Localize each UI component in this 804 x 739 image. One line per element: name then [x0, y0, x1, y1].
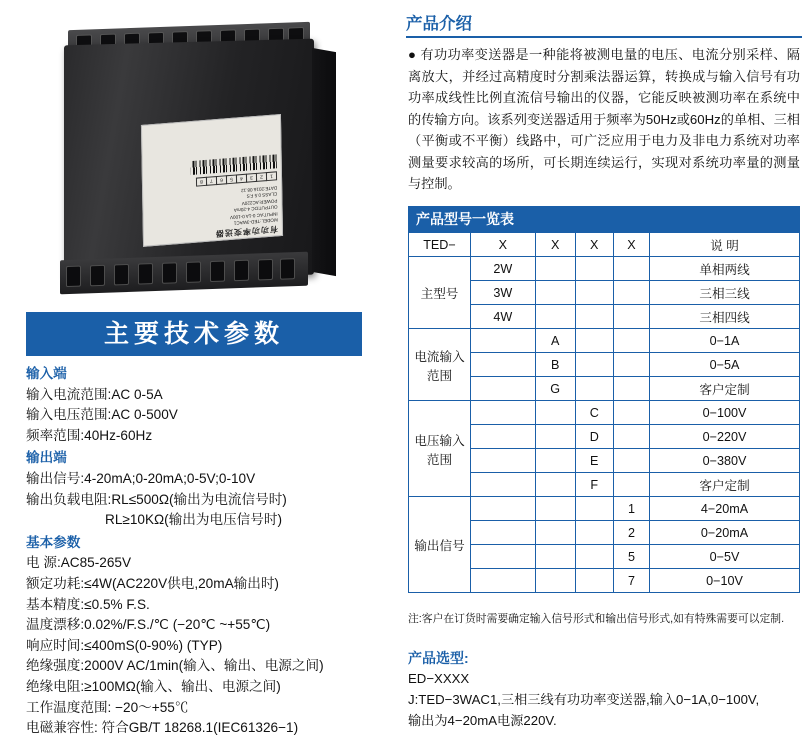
- table-row: [409, 257, 800, 281]
- spec-row: 温度漂移:0.02%/F.S./℃ (−20℃ ~+55℃): [26, 617, 271, 633]
- device-label-brand: 有功功率变送器: [214, 224, 279, 239]
- cell-desc: 4−20mA: [650, 497, 800, 521]
- spec-row: 基本精度:≤0.5% F.S.: [26, 596, 150, 612]
- cell-empty: [613, 401, 649, 425]
- cell-desc: 三相四线: [650, 305, 800, 329]
- model-table: [408, 232, 800, 593]
- cell-code: C: [575, 401, 613, 425]
- cell-empty: [471, 449, 536, 473]
- cell-empty: [575, 497, 613, 521]
- options-line-2: J:TED−3WAC1,三相三线有功功率变送器,输入0−1A,0−100V,: [408, 692, 760, 707]
- cell-code: 5: [613, 545, 649, 569]
- table-header-row: [409, 233, 800, 257]
- cell-empty: [471, 545, 536, 569]
- cell-empty: [535, 497, 575, 521]
- device-label-line-1: INPUT:AC 0-1A 0-100V: [229, 211, 278, 220]
- cell-code: 3W: [471, 281, 536, 305]
- spec-row: 绝缘强度:2000V AC/1min(输入、输出、电源之间): [26, 658, 324, 674]
- cell-empty: [535, 401, 575, 425]
- cell-code: 2W: [471, 257, 536, 281]
- tech-specs-body: [26, 362, 388, 739]
- cell-empty: [575, 521, 613, 545]
- cell-empty: [575, 569, 613, 593]
- cell-empty: [471, 473, 536, 497]
- cell-empty: [471, 401, 536, 425]
- pin-cell: 3: [246, 173, 257, 183]
- spec-row: 电磁兼容性: 符合GB/T 18268.1(IEC61326−1): [26, 720, 299, 736]
- cell-desc: 0−10V: [650, 569, 800, 593]
- cell-empty: [535, 473, 575, 497]
- row-group-output-signal: 输出信号: [409, 497, 471, 593]
- pin-cell: 7: [206, 177, 217, 187]
- cell-empty: [575, 305, 613, 329]
- cell-desc: 0−1A: [650, 329, 800, 353]
- cell-empty: [535, 545, 575, 569]
- cell-desc: 0−5V: [650, 545, 800, 569]
- pin-cell: 2: [256, 173, 267, 183]
- th-col3: X: [575, 233, 613, 257]
- cell-code: 7: [613, 569, 649, 593]
- spec-row: 电 源:AC85-265V: [26, 555, 132, 571]
- spec-row: RL≥10KΩ(输出为电压信号时): [105, 512, 282, 528]
- cell-empty: [471, 425, 536, 449]
- options-line-1: ED−XXXX: [408, 671, 470, 686]
- cell-desc: 单相两线: [650, 257, 800, 281]
- cell-empty: [613, 281, 649, 305]
- cell-code: B: [535, 353, 575, 377]
- cell-empty: [575, 545, 613, 569]
- spec-row: 绝缘电阻:≥100MΩ(输入、输出、电源之间): [26, 678, 281, 694]
- cell-empty: [575, 377, 613, 401]
- cell-code: 2: [613, 521, 649, 545]
- cell-empty: [535, 257, 575, 281]
- cell-code: D: [575, 425, 613, 449]
- model-table-title: 产品型号一览表: [408, 206, 800, 232]
- right-column: [398, 0, 804, 738]
- cell-code: 4W: [471, 305, 536, 329]
- device-label-plate: [141, 114, 283, 247]
- cell-empty: [613, 473, 649, 497]
- spec-row: 输出负载电阻:RL≤500Ω(输出为电流信号时): [26, 491, 287, 507]
- cell-desc: 0−5A: [650, 353, 800, 377]
- cell-desc: 三相三线: [650, 281, 800, 305]
- cell-empty: [471, 521, 536, 545]
- cell-code: G: [535, 377, 575, 401]
- th-col2: X: [535, 233, 575, 257]
- spec-group-output-title: 输出端: [26, 450, 67, 466]
- cell-code: 1: [613, 497, 649, 521]
- cell-empty: [613, 257, 649, 281]
- table-row: [409, 401, 800, 425]
- cell-code: A: [535, 329, 575, 353]
- intro-divider: [406, 36, 802, 38]
- model-table-note: 注:客户在订货时需要确定输入信号形式和输出信号形式,如有特殊需要可以定制.: [408, 613, 785, 625]
- row-group-voltage-input-range: 电压输入范围: [409, 401, 471, 497]
- pin-cell: 1: [266, 172, 277, 182]
- th-col4: X: [613, 233, 649, 257]
- cell-empty: [613, 353, 649, 377]
- table-row: [409, 329, 800, 353]
- pin-cell: 5: [226, 175, 237, 185]
- spec-row: 频率范围:40Hz-60Hz: [26, 427, 153, 443]
- spec-row: 输入电流范围:AC 0-5A: [26, 386, 163, 402]
- product-photo: [26, 8, 356, 308]
- table-row: [409, 497, 800, 521]
- cell-empty: [471, 497, 536, 521]
- cell-empty: [613, 305, 649, 329]
- row-group-current-input-range: 电流输入范围: [409, 329, 471, 401]
- cell-empty: [471, 329, 536, 353]
- cell-empty: [535, 569, 575, 593]
- options-body: [408, 668, 800, 731]
- cell-empty: [575, 281, 613, 305]
- th-col1: X: [471, 233, 536, 257]
- cell-empty: [471, 569, 536, 593]
- row-group-main-model: 主型号: [409, 257, 471, 329]
- cell-empty: [471, 377, 536, 401]
- options-title: 产品选型:: [408, 650, 469, 666]
- spec-group-input-title: 输入端: [26, 366, 67, 381]
- tech-specs-title: 主要技术参数: [26, 312, 362, 356]
- cell-desc: 0−20mA: [650, 521, 800, 545]
- cell-empty: [535, 425, 575, 449]
- device-label-line-5: DATE:2016.08.12: [240, 185, 278, 194]
- device-label-line-3: POWER:AC220V: [241, 198, 278, 207]
- cell-empty: [613, 425, 649, 449]
- left-column: [0, 0, 390, 738]
- cell-empty: [535, 449, 575, 473]
- intro-paragraph: ● 有功功率变送器是一种能将被测电量的电压、电流分别采样、隔离放大，并经过高精度时分割乘法器运算，转换成与输入信号有功功率成线性比例直流信号输出的仪器，它能反映被测功率在系统中的传输方向。该系列变送器适用于频率为50Hz或60Hz的单相、三相（平衡或不平衡）线路中，可广泛应用于电力及非电力系统对功率测量要求较高的场所，可长期连续运行，实现对系统功率量的测量与控制。: [408, 47, 800, 191]
- cell-empty: [535, 281, 575, 305]
- device-label-text: [146, 119, 280, 243]
- device-body: [64, 39, 314, 282]
- options-line-3: 输出为4−20mA电源220V.: [408, 713, 557, 728]
- cell-desc: 0−100V: [650, 401, 800, 425]
- cell-empty: [575, 353, 613, 377]
- th-prefix: TED−: [409, 233, 471, 257]
- pin-cell: 8: [196, 177, 207, 187]
- pin-cell: 6: [216, 176, 227, 186]
- cell-empty: [575, 329, 613, 353]
- th-desc: 说 明: [650, 233, 800, 257]
- spec-row: 工作温度范围: −20～+55℃: [26, 699, 189, 715]
- cell-code: F: [575, 473, 613, 497]
- spec-row: 输入电压范围:AC 0-500V: [26, 407, 178, 423]
- cell-empty: [613, 329, 649, 353]
- pin-cell: 4: [236, 174, 247, 184]
- device-label-line-0: MODEL:TED-3WAC1: [233, 217, 278, 227]
- cell-code: E: [575, 449, 613, 473]
- cell-empty: [575, 257, 613, 281]
- cell-empty: [613, 449, 649, 473]
- device-side-face: [312, 48, 336, 276]
- spec-group-basic-title: 基本参数: [26, 534, 81, 550]
- cell-desc: 0−220V: [650, 425, 800, 449]
- cell-empty: [535, 521, 575, 545]
- cell-desc: 客户定制: [650, 377, 800, 401]
- cell-desc: 客户定制: [650, 473, 800, 497]
- cell-desc: 0−380V: [650, 449, 800, 473]
- device-label-line-4: CLASS 0.5 F.S: [246, 191, 278, 200]
- intro-section-title: 产品介绍: [406, 15, 472, 33]
- cell-empty: [613, 377, 649, 401]
- cell-empty: [471, 353, 536, 377]
- spec-row: 额定功耗:≤4W(AC220V供电,20mA输出时): [26, 575, 279, 591]
- device-label-line-2: OUTPUT:DC 4-20mA: [233, 204, 278, 214]
- cell-empty: [535, 305, 575, 329]
- spec-row: 响应时间:≤400mS(0-90%) (TYP): [26, 637, 223, 653]
- spec-row: 输出信号:4-20mA;0-20mA;0-5V;0-10V: [26, 470, 256, 486]
